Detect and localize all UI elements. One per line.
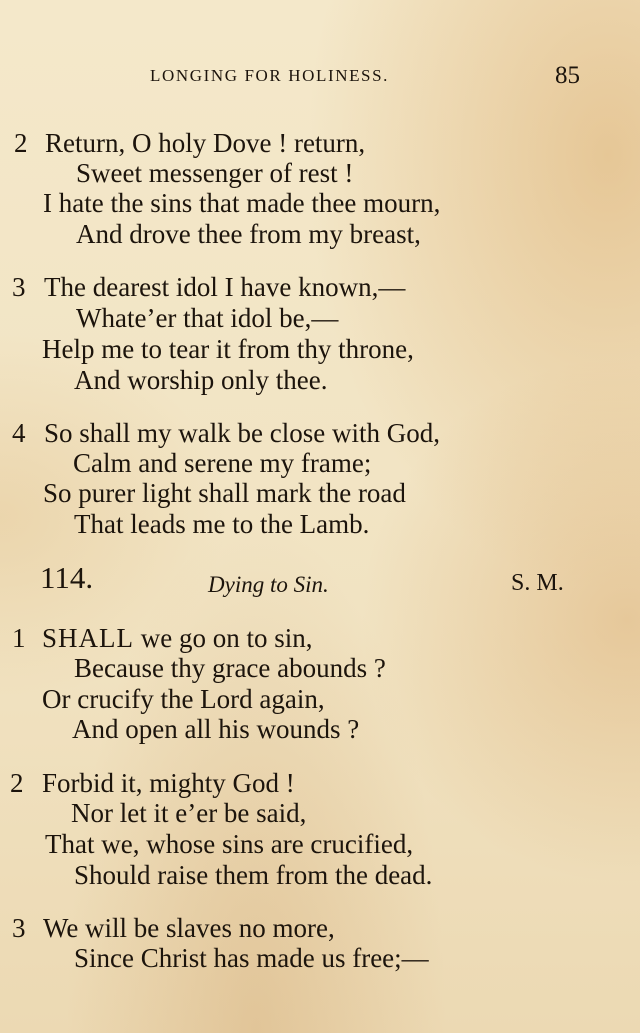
verse-line: And open all his wounds ? [72, 714, 360, 744]
verse-line: Sweet messenger of rest ! [76, 158, 354, 188]
verse-line: Help me to tear it from thy throne, [42, 334, 414, 364]
verse-line: Since Christ has made us free;— [74, 943, 429, 973]
verse-line: And worship only thee. [74, 365, 328, 395]
verse-number: 3 [12, 272, 26, 302]
verse-first-word: SHALL [42, 623, 134, 653]
verse-number: 3 [12, 913, 26, 943]
running-head: LONGING FOR HOLINESS. [150, 66, 390, 85]
verse-line: That leads me to the Lamb. [74, 509, 370, 539]
verse-line: Should raise them from the dead. [74, 860, 433, 890]
verse-line-rest: we go on to sin, [134, 623, 313, 653]
verse-number: 4 [12, 418, 26, 448]
hymn-title: Dying to Sin. [208, 572, 329, 597]
verse-line: The dearest idol I have known,— [44, 272, 406, 302]
verse-line: We will be slaves no more, [43, 913, 335, 943]
verse-line: That we, whose sins are crucified, [45, 829, 414, 859]
verse-line: Whate’er that idol be,— [76, 303, 339, 333]
verse-line: Forbid it, mighty God ! [42, 768, 295, 798]
verse-line: So shall my walk be close with God, [44, 418, 440, 448]
verse-line: Because thy grace abounds ? [74, 653, 386, 683]
page-number: 85 [555, 62, 580, 89]
hymn-number: 114. [40, 560, 94, 595]
verse-line: Calm and serene my frame; [73, 448, 372, 478]
verse-number: 2 [14, 128, 28, 158]
verse-line: I hate the sins that made thee mourn, [43, 188, 441, 218]
verse-line: And drove thee from my breast, [76, 219, 421, 249]
verse-line: Or crucify the Lord again, [42, 684, 325, 714]
verse-number: 2 [10, 768, 24, 798]
verse-line: Return, O holy Dove ! return, [45, 128, 366, 158]
verse-line: So purer light shall mark the road [43, 478, 406, 508]
verse-line: Nor let it e’er be said, [71, 798, 307, 828]
hymn-meter: S. M. [511, 570, 564, 596]
verse-line [42, 623, 313, 653]
verse-number: 1 [12, 623, 26, 653]
